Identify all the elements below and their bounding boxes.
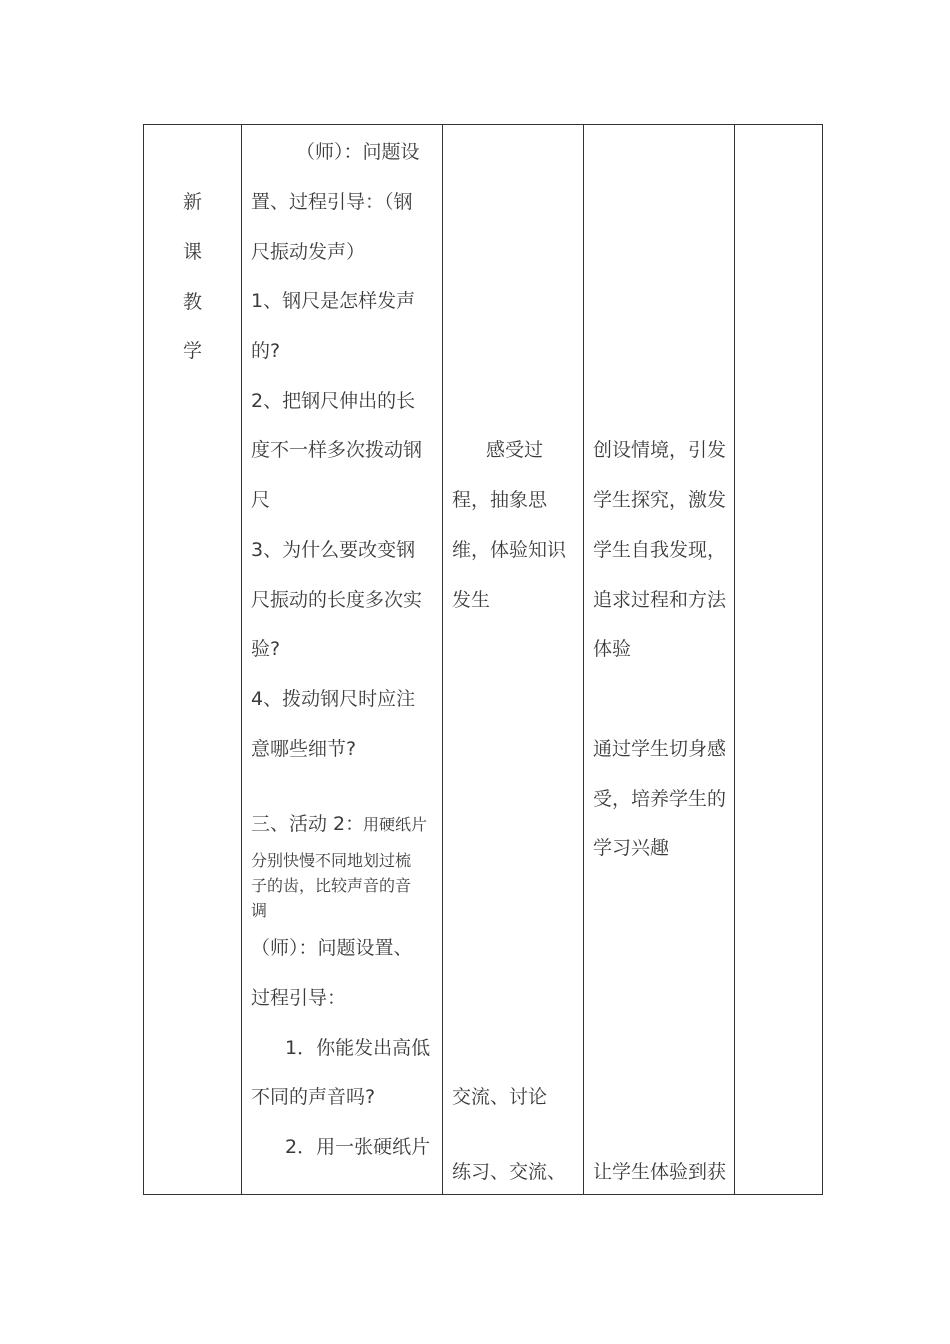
section-label-char: 课 (183, 241, 203, 263)
teacher-line: （师）：问题设 (296, 141, 420, 163)
activity2-title: 三、活动 2： (251, 813, 365, 835)
student-line: 维，体验知识 (452, 539, 567, 561)
activity2-title-small: 用硬纸片 (363, 815, 428, 834)
student-line: 发生 (452, 589, 491, 611)
teacher-line: 置、过程引导：（钢 (251, 191, 413, 213)
intent-line: 创设情境，引发 (593, 439, 727, 461)
teacher-line: 验? (251, 638, 281, 660)
intent-line: 受，培养学生的 (593, 788, 727, 810)
intent-line: 让学生体验到获 (593, 1161, 727, 1183)
intent-line: 体验 (593, 638, 632, 660)
intent-line: 学生自我发现， (593, 539, 727, 561)
student-line: 交流、讨论 (452, 1086, 548, 1108)
activity2-desc-line: 调 (251, 901, 268, 920)
column-divider (442, 125, 443, 1194)
teacher-line: 1．你能发出高低 (285, 1037, 431, 1059)
teacher-line: （师）：问题设置、 (251, 937, 413, 959)
section-label-char: 新 (183, 191, 203, 213)
intent-line: 追求过程和方法 (593, 589, 727, 611)
column-divider (583, 125, 584, 1194)
column-divider (734, 125, 735, 1194)
teacher-line: 度不一样多次拨动钢 (251, 439, 423, 461)
teacher-line: 的? (251, 340, 281, 362)
intent-line: 通过学生切身感 (593, 738, 727, 760)
teacher-line: 不同的声音吗? (251, 1086, 376, 1108)
teacher-line: 4、拨动钢尺时应注 (251, 688, 416, 710)
intent-line: 学生探究，激发 (593, 489, 727, 511)
teacher-line: 2．用一张硬纸片 (285, 1136, 431, 1158)
teacher-line: 意哪些细节? (251, 738, 357, 760)
teacher-line: 3、为什么要改变钢 (251, 539, 416, 561)
activity2-desc-line: 分别快慢不同地划过梳 (251, 851, 412, 870)
teacher-line: 过程引导： (251, 987, 347, 1009)
student-line: 练习、交流、 (452, 1161, 567, 1183)
lesson-plan-table (143, 124, 823, 1195)
teacher-line: 尺振动发声） (251, 241, 366, 263)
student-line: 感受过 (486, 439, 544, 461)
activity2-desc-line: 子的齿，比较声音的音 (251, 876, 412, 895)
section-label-char: 学 (183, 340, 203, 362)
intent-line: 学习兴趣 (593, 837, 670, 859)
column-divider (241, 125, 242, 1194)
student-line: 程，抽象思 (452, 489, 548, 511)
section-label-char: 教 (183, 291, 203, 313)
teacher-line: 尺振动的长度多次实 (251, 589, 423, 611)
teacher-line: 尺 (251, 489, 271, 511)
teacher-line: 1、钢尺是怎样发声 (251, 290, 416, 312)
teacher-line: 2、把钢尺伸出的长 (251, 390, 416, 412)
